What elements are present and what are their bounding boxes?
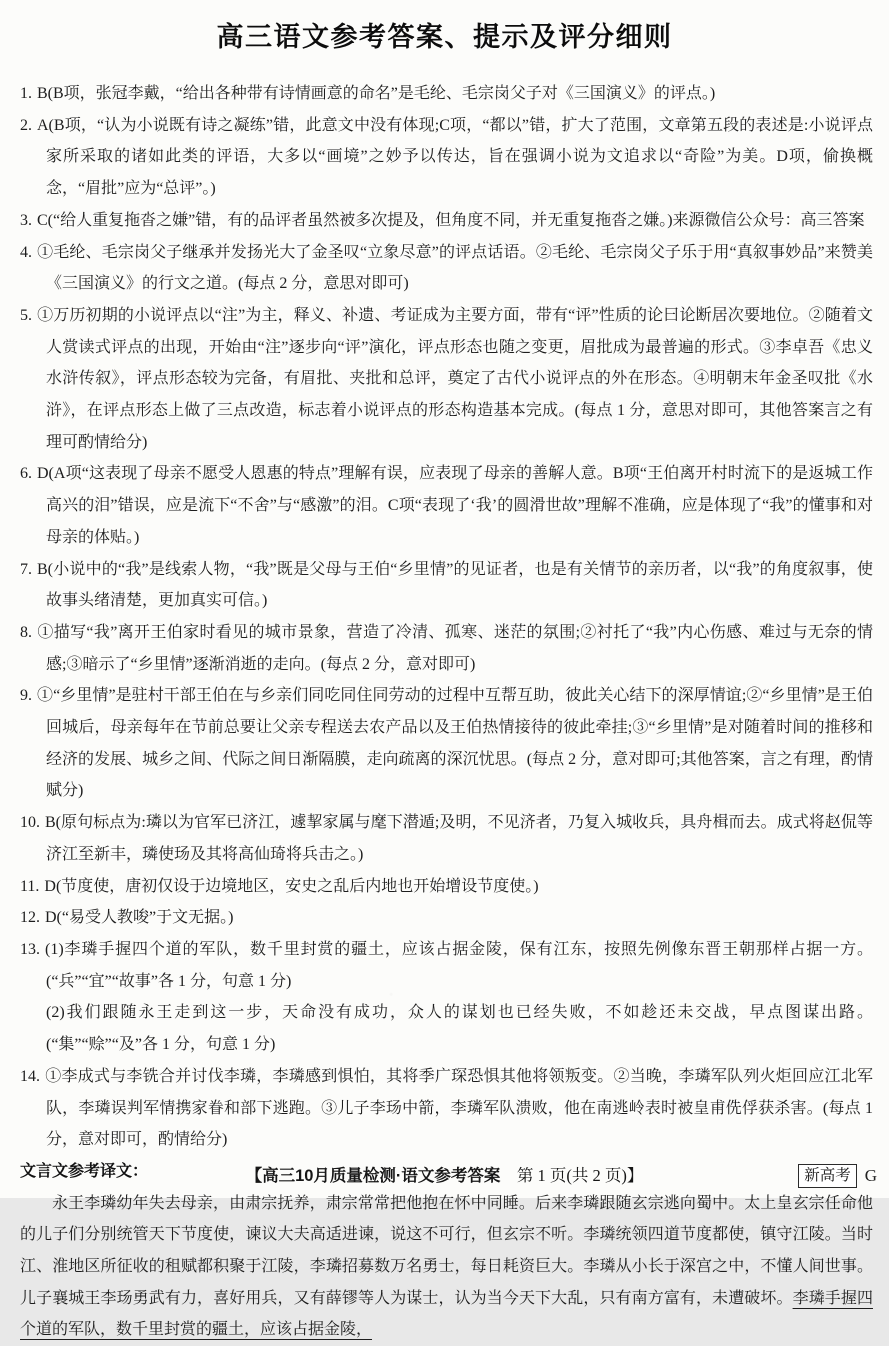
translation-text: 永王李璘幼年失去母亲，由肃宗抚养，肃宗常常把他抱在怀中同睡。后来李璘跟随玄宗逃向蜀中。太上皇玄宗任命他的儿子们分别统管天下节度使，谏议大夫高适进谏，说这不可行，但玄宗不听。李璘统领四道节度都使，镇守江陵。当时江、淮地区所征收的租赋都积聚于江陵，李璘招募数万名勇士，每日耗资巨大。李璘从小长于深宫之中，不懂人间世事。儿子襄城王李玚勇武有力，喜好用兵，又有薛镠等人为谋士，认为当今天下大乱，只有南方富有，未遭破坏。	[20, 1194, 873, 1307]
exam-type-badge: 新高考	[798, 1164, 857, 1188]
item-text: A(B项，“认为小说既有诗之凝练”错，此意文中没有体现;C项，“都以”错，扩大了范围，文章第五段的表述是:小说评点家所采取的诸如此类的评语，大多以“画境”之妙予以传达，旨在强调小说为文追求以“奇险”为美。D项，偷换概念，“眉批”应为“总评”。)	[37, 116, 873, 198]
item-number: 2.	[20, 116, 32, 134]
answer-item	[20, 934, 873, 997]
item-text: C(“给人重复拖沓之嫌”错，有的品评者虽然被多次提及，但角度不同，并无重复拖沓之嫌。)来源微信公众号：高三答案	[37, 211, 865, 229]
page-title: 高三语文参考答案、提示及评分细则	[216, 22, 673, 52]
item-number: 5.	[20, 306, 32, 324]
item-text: B(小说中的“我”是线索人物，“我”既是父母与王伯“乡里情”的见证者，也是有关情节的亲历者，以“我”的角度叙事，使故事头绪清楚，更加真实可信。)	[37, 560, 873, 610]
footer-caption	[0, 1162, 889, 1190]
item-number: 11.	[20, 877, 40, 895]
item-text: D(节度使，唐初仅设于边境地区，安史之乱后内地也开始增设节度使。)	[44, 877, 539, 895]
item-number: 13.	[20, 940, 40, 958]
footer-page-number: 第 1 页(共 2 页)】	[500, 1166, 644, 1185]
item-number: 1.	[20, 85, 32, 102]
answer-item	[20, 1061, 873, 1156]
item-text: D(“易受人教唆”于文无据。)	[45, 909, 234, 927]
item-text: ①李成式与李铣合并讨伐李璘，李璘感到惧怕，其将季广琛恐惧其他将领叛变。②当晚，李璘军队列火炬回应江北军队，李璘误判军情携家眷和部下逃跑。③儿子李玚中箭，李璘军队溃败，他在南逃岭表时被皇甫侁俘获杀害。(每点 1 分，意对即可，酌情给分)	[45, 1067, 873, 1149]
footer-badge-group	[798, 1162, 877, 1190]
item-text: (1)李璘手握四个道的军队，数千里封赏的疆土，应该占据金陵，保有江东，按照先例像东晋王朝那样占据一方。(“兵”“宜”“故事”各 1 分，句意 1 分)	[45, 940, 873, 990]
item-text: B(B项，张冠李戴，“给出各种带有诗情画意的命名”是毛纶、毛宗岗父子对《三国演义》的评点。)	[37, 85, 716, 102]
item-text: ①毛纶、毛宗岗父子继承并发扬光大了金圣叹“立象尽意”的评点话语。②毛纶、毛宗岗父子乐于用“真叙事妙品”来赞美《三国演义》的行文之道。(每点 2 分，意思对即可)	[37, 243, 873, 293]
answers-content	[0, 54, 889, 1346]
paper-code-letter: G	[864, 1166, 877, 1185]
item-number: 10.	[20, 814, 40, 832]
translation-underlined-text: 李璘手握四个道的军队，数千里封赏的疆土，应该占据金陵，	[20, 1289, 873, 1339]
item-number: 7.	[20, 560, 32, 578]
answer-item	[20, 205, 873, 237]
item-text: ①“乡里情”是驻村干部王伯在与乡亲们同吃同住同劳动的过程中互帮互助，彼此关心结下的深厚情谊;②“乡里情”是王伯回城后，母亲每年在节前总要让父亲专程送去农产品以及王伯热情接待的彼此牵挂;③“乡里情”是对随着时间的推移和经济的发展、城乡之间、代际之间日渐隔膜，走向疏离的深沉忧思。(每点 2 分，意对即可;其他答案，言之有理，酌情赋分)	[37, 687, 873, 800]
answer-item	[20, 458, 873, 553]
answer-item	[20, 554, 873, 617]
answer-item	[20, 807, 873, 870]
item-text: D(A项“这表现了母亲不愿受人恩惠的特点”理解有误，应表现了母亲的善解人意。B项“王伯离开村时流下的是返城工作高兴的泪”错误，应是流下“不舍”与“感激”的泪。C项“表现了‘我’的圆滑世故”理解不准确，应是体现了“我”的懂事和对母亲的体贴。)	[37, 465, 873, 546]
item-number: 9.	[20, 687, 32, 705]
answer-item	[20, 902, 873, 934]
item-text: B(原句标点为:璘以为官军已济江，遽挈家属与麾下潜遁;及明，不见济者，乃复入城收兵，具舟楫而去。成式将赵侃等济江至新丰，璘使玚及其将高仙琦将兵击之。)	[45, 814, 873, 863]
page-footer	[0, 1162, 889, 1190]
item-text: (2)我们跟随永王走到这一步，天命没有成功，众人的谋划也已经失败，不如趁还未交战，早点图谋出路。(“集”“赊”“及”各 1 分，句意 1 分)	[46, 1004, 873, 1054]
item-number: 12.	[20, 909, 40, 927]
item-number: 6.	[20, 465, 32, 483]
item-number: 14.	[20, 1067, 40, 1085]
item-number: 4.	[20, 243, 32, 261]
answer-item	[20, 871, 873, 903]
translation-section-heading: 文言文参考译文：	[20, 1162, 149, 1180]
item-number: 3.	[20, 211, 32, 229]
answer-item-sub	[20, 997, 873, 1060]
translation-paragraph	[20, 1188, 873, 1346]
answer-item	[20, 300, 873, 459]
answer-item	[20, 617, 873, 680]
item-number: 8.	[20, 623, 32, 641]
item-text: ①描写“我”离开王伯家时看见的城市景象，营造了冷清、孤寒、迷茫的氛围;②衬托了“我”内心伤感、难过与无奈的情感;③暗示了“乡里情”逐渐消逝的走向。(每点 2 分，意对即可)	[37, 623, 873, 673]
footer-exam-title: 【高三10月质量检测·语文参考答案	[245, 1167, 501, 1185]
answer-item	[20, 110, 873, 205]
item-text: ①万历初期的小说评点以“注”为主，释义、补遗、考证成为主要方面，带有“评”性质的论曰论断居次要地位。②随着文人赏读式评点的出现，开始由“注”逐步向“评”演化，评点形态也随之变更，眉批成为最普遍的形式。③李卓吾《忠义水浒传叙》，评点形态较为完备，有眉批、夹批和总评，奠定了古代小说评点的外在形态。④明朝末年金圣叹批《水浒》，在评点形态上做了三点改造，标志着小说评点的形态构造基本完成。(每点 1 分，意思对即可，其他答案言之有理可酌情给分)	[37, 306, 873, 451]
answer-item	[20, 78, 873, 110]
answer-item	[20, 680, 873, 807]
answer-item	[20, 237, 873, 300]
